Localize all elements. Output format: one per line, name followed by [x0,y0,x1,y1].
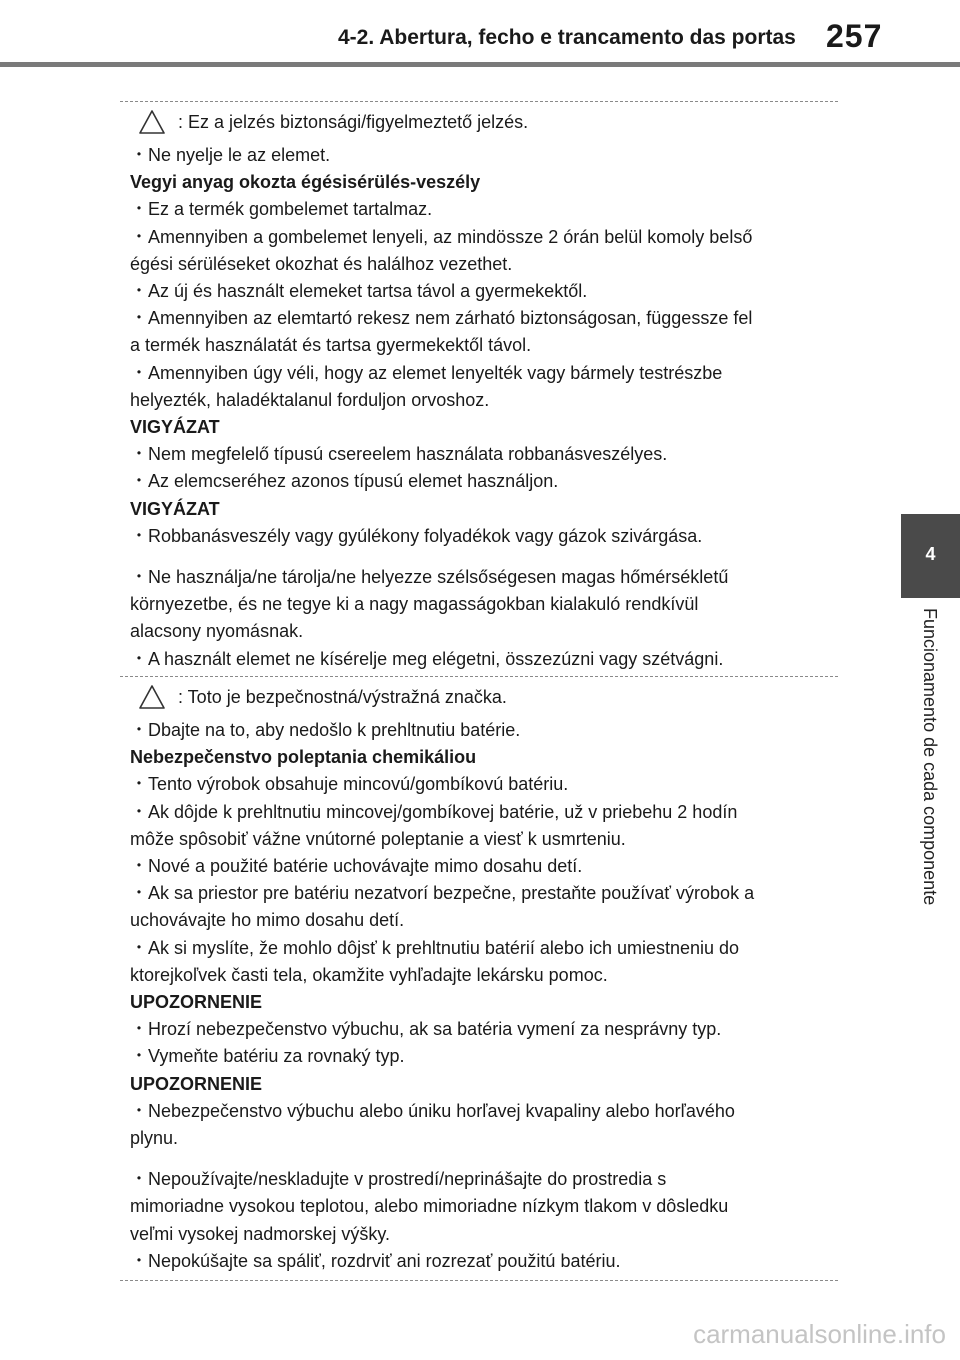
text-line: ・Amennyiben a gombelemet lenyeli, az mindössze 2 órán belül komoly belső [130,226,753,247]
warning-intro-line [130,102,828,142]
warning-heading: VIGYÁZAT [130,417,220,438]
warning-lines [130,717,828,1275]
warning-triangle-icon [138,109,166,135]
warning-intro-line [130,677,828,717]
chapter-label-wrap [913,608,947,978]
text-line: ・Nepoužívajte/neskladujte v prostredí/neprinášajte do prostredia s [130,1169,667,1190]
text-line: ・Az elemcseréhez azonos típusú elemet használjon. [130,471,559,492]
text-line: ・Robbanásveszély vagy gyúlékony folyadékok vagy gázok szivárgása. [130,525,703,546]
text-line: ・Nové a použité batérie uchovávajte mimo dosahu detí. [130,856,583,877]
warning-heading: VIGYÁZAT [130,498,220,519]
text-line: plynu. [130,1128,179,1149]
warning-heading: UPOZORNENIE [130,1073,263,1094]
paragraph-spacer [130,1152,828,1166]
text-line: môže spôsobiť vážne vnútorné poleptanie a viesť k usmrteniu. [130,828,626,849]
text-line: ・Hrozí nebezpečenstvo výbuchu, ak sa batéria vymení za nesprávny typ. [130,1019,722,1040]
text-line: környezetbe, és ne tegye ki a nagy magasságokban kialakuló rendkívül [130,594,699,615]
text-line: ・Vymeňte batériu za rovnaký typ. [130,1046,405,1067]
text-line: ・Nebezpečenstvo výbuchu alebo úniku horľavej kvapaliny alebo horľavého [130,1100,735,1121]
warning-triangle-icon [138,684,166,710]
text-line: mimoriadne vysokou teplotou, alebo mimoriadne nízkym tlakom v dôsledku [130,1196,729,1217]
warning-box-slovak [120,677,838,1281]
text-line: ・Ne nyelje le az elemet. [130,145,331,165]
text-line: ・Ak dôjde k prehltnutiu mincovej/gombíkovej batérie, už v priebehu 2 hodín [130,801,738,822]
text-line: ・Ez a termék gombelemet tartalmaz. [130,199,433,220]
warning-heading: UPOZORNENIE [130,992,263,1013]
warning-heading: Nebezpečenstvo poleptania chemikáliou [130,747,477,768]
warning-lines [130,142,828,673]
text-line: alacsony nyomásnak. [130,621,304,642]
text-line: ・Tento výrobok obsahuje mincovú/gombíkovú batériu. [130,774,569,795]
text-line: ・Dbajte na to, aby nedošlo k prehltnutiu batérie. [130,720,521,740]
page-number: 257 [826,18,883,54]
text-line: ・Ak sa priestor pre batériu nezatvorí bezpečne, prestaňte používať výrobok a [130,883,755,904]
text-line: ・Ak si myslíte, že mohlo dôjsť k prehltnutiu batérií alebo ich umiestneniu do [130,937,740,958]
watermark: carmanualsonline.info [693,1319,946,1349]
chapter-tab[interactable] [901,514,960,598]
text-line: ・Amennyiben az elemtartó rekesz nem zárható biztonságosan, függessze fel [130,308,753,329]
header-rule [0,62,960,67]
warning-intro-text: : Ez a jelzés biztonsági/figyelmeztető jelzés. [178,111,529,132]
warning-intro-text: : Toto je bezpečnostná/výstražná značka. [178,686,507,707]
text-line: ・Ne használja/ne tárolja/ne helyezze szélsőségesen magas hőmérsékletű [130,567,729,588]
text-line: helyezték, haladéktalanul forduljon orvoshoz. [130,389,490,410]
text-line: veľmi vysokej nadmorskej výšky. [130,1223,390,1244]
chapter-number: 4 [925,544,936,564]
text-line: ・Az új és használt elemeket tartsa távol a gyermekektől. [130,281,588,302]
text-line: ・A használt elemet ne kísérelje meg elégetni, összezúzni vagy szétvágni. [130,648,724,669]
section-title: 4-2. Abertura, fecho e trancamento das portas [338,26,796,49]
text-line: ・Nepokúšajte sa spáliť, rozdrviť ani rozrezať použitú batériu. [130,1250,621,1271]
text-line: a termék használatát és tartsa gyermekektől távol. [130,335,532,356]
text-line: ・Nem megfelelő típusú csereelem használata robbanásveszélyes. [130,444,668,465]
paragraph-spacer [130,550,828,564]
text-line: ・Amennyiben úgy véli, hogy az elemet lenyelték vagy bármely testrészbe [130,362,723,383]
text-line: ktorejkoľvek časti tela, okamžite vyhľadajte lekársku pomoc. [130,964,608,985]
chapter-label: Funcionamento de cada componente [920,608,940,906]
text-line: uchovávajte ho mimo dosahu detí. [130,910,405,931]
text-line: égési sérüléseket okozhat és halálhoz vezethet. [130,253,513,274]
warning-box-hungarian [120,101,838,677]
warning-heading: Vegyi anyag okozta égésisérülés-veszély [130,172,481,193]
